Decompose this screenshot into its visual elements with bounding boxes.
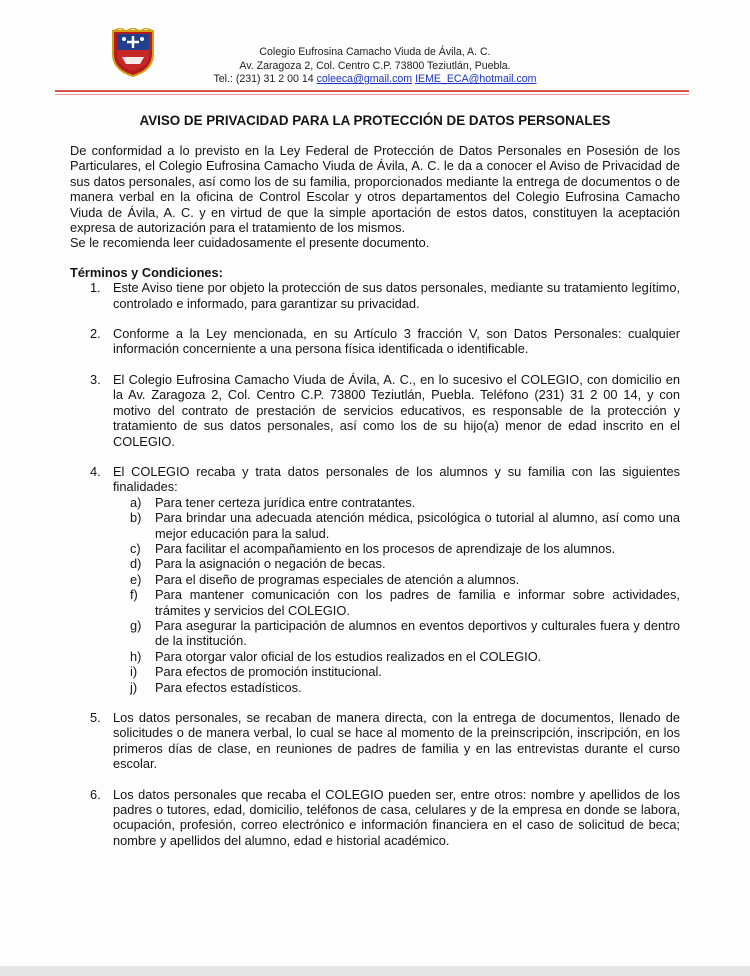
document-body bbox=[70, 143, 680, 863]
intro-recommendation: Se le recomienda leer cuidadosamente el presente documento. bbox=[70, 235, 430, 251]
purpose-item bbox=[113, 572, 680, 587]
term-number: 3. bbox=[90, 371, 101, 387]
purpose-item bbox=[113, 556, 680, 571]
school-address: Av. Zaragoza 2, Col. Centro C.P. 73800 Teziutlán, Puebla. bbox=[239, 59, 511, 72]
header-divider-secondary bbox=[55, 94, 689, 95]
purpose-text: Para tener certeza jurídica entre contratantes. bbox=[155, 494, 416, 510]
purpose-item bbox=[113, 541, 680, 556]
purpose-text: Para brindar una adecuada atención médica, psicológica o tutorial al alumno, así como una mejor educación para la salud. bbox=[155, 510, 680, 541]
term-number: 5. bbox=[90, 710, 101, 725]
purpose-item bbox=[113, 587, 680, 618]
purpose-letter: h) bbox=[130, 648, 142, 664]
term-item bbox=[70, 280, 680, 311]
purpose-text: Para el diseño de programas especiales de atención a alumnos. bbox=[155, 571, 520, 587]
term-number: 4. bbox=[90, 463, 101, 479]
purpose-text: Para efectos de promoción institucional. bbox=[155, 664, 382, 680]
term-text: Los datos personales, se recaban de manera directa, con la entrega de documentos, llenado de solicitudes o de manera verbal, lo cual se hace al momento de la preinscripción, inscripción, en los primeros días de clase, en reuniones de padres de familia y en las entrevistas durante el curso escolar. bbox=[113, 710, 680, 772]
purpose-letter: f) bbox=[130, 587, 138, 603]
purpose-text: Para efectos estadísticos. bbox=[155, 679, 302, 695]
term-number: 2. bbox=[90, 326, 101, 342]
purpose-item bbox=[113, 510, 680, 541]
purpose-letter: j) bbox=[130, 679, 138, 695]
term-item bbox=[70, 710, 680, 772]
purpose-letter: a) bbox=[130, 494, 142, 510]
intro-paragraph: De conformidad a lo previsto en la Ley Federal de Protección de Datos Personales en Posesión de los Particulares, el Colegio Eufrosina Camacho Viuda de Ávila, A. C. le da a conocer el Aviso de Privacidad de sus datos personales, así como los de su familia, proporcionados mediante la entrega de documentos o de manera verbal en la oficina de Control Escolar y otros departamentos del Colegio Eufrosina Camacho Viuda de Ávila, A. C. y en virtud de que la simple aportación de estos datos, constituyen la aceptación expresa de autorización para el tratamiento de los mismos. bbox=[70, 143, 680, 236]
email-link-ieme[interactable]: IEME_ECA@hotmail.com bbox=[415, 73, 537, 85]
term-text: El COLEGIO recaba y trata datos personales de los alumnos y su familia con las siguientes finalidades: bbox=[113, 463, 680, 495]
term-item bbox=[70, 787, 680, 849]
purpose-text: Para mantener comunicación con los padres de familia e informar sobre actividades, trámites y servicios del COLEGIO. bbox=[155, 587, 680, 618]
term-text: El Colegio Eufrosina Camacho Viuda de Ávila, A. C., en lo sucesivo el COLEGIO, con domicilio en la Av. Zaragoza 2, Col. Centro C.P. 73800 Teziutlán, Puebla. Teléfono (231) 31 2 00 14, y con motivo del contrato de prestación de servicios educativos, es responsable de la protección y tratamiento de sus datos personales, así como los de su hijo(a) menor de edad inscrito en el COLEGIO. bbox=[113, 371, 680, 449]
purpose-item bbox=[113, 680, 680, 695]
phone-number: Tel.: (231) 31 2 00 14 bbox=[213, 73, 314, 85]
contact-line bbox=[180, 73, 570, 87]
purpose-letter: e) bbox=[130, 571, 142, 587]
terms-list bbox=[70, 280, 680, 848]
purpose-letter: d) bbox=[130, 556, 142, 572]
header-divider bbox=[55, 90, 689, 92]
purpose-letter: g) bbox=[130, 617, 142, 633]
purpose-text: Para asegurar la participación de alumnos en eventos deportivos y culturales fuera y dentro de la institución. bbox=[155, 617, 680, 649]
term-item bbox=[70, 326, 680, 357]
term-number: 1. bbox=[90, 280, 101, 296]
terms-heading: Términos y Condiciones: bbox=[70, 264, 223, 280]
purpose-text: Para la asignación o negación de becas. bbox=[155, 556, 386, 572]
page-bottom-edge bbox=[0, 966, 750, 976]
email-link-coleeca[interactable]: coleeca@gmail.com bbox=[316, 73, 413, 85]
purpose-letter: i) bbox=[130, 664, 138, 680]
purposes-list bbox=[113, 495, 680, 695]
term-text: Este Aviso tiene por objeto la protección de sus datos personales, mediante su tratamiento legítimo, controlado e informado, para garantizar su privacidad. bbox=[113, 280, 680, 311]
term-text: Conforme a la Ley mencionada, en su Artículo 3 fracción V, son Datos Personales: cualquier información concerniente a una persona física identificada o identificable. bbox=[113, 326, 680, 357]
school-name: Colegio Eufrosina Camacho Viuda de Ávila, A. C. bbox=[259, 46, 491, 58]
purpose-item bbox=[113, 664, 680, 679]
purpose-letter: c) bbox=[130, 540, 141, 556]
document-title: AVISO DE PRIVACIDAD PARA LA PROTECCIÓN DE DATOS PERSONALES bbox=[139, 113, 611, 128]
term-item bbox=[70, 372, 680, 449]
purpose-item bbox=[113, 649, 680, 664]
purpose-item bbox=[113, 618, 680, 649]
intro-section bbox=[70, 143, 680, 251]
purpose-text: Para facilitar el acompañamiento en los procesos de aprendizaje de los alumnos. bbox=[155, 540, 616, 556]
purpose-item bbox=[113, 495, 680, 510]
purpose-text: Para otorgar valor oficial de los estudios realizados en el COLEGIO. bbox=[155, 648, 542, 664]
purpose-letter: b) bbox=[130, 510, 142, 526]
letterhead bbox=[180, 46, 570, 87]
school-crest-icon bbox=[110, 28, 156, 78]
term-item bbox=[70, 464, 680, 695]
term-number: 6. bbox=[90, 786, 101, 802]
term-text: Los datos personales que recaba el COLEGIO pueden ser, entre otros: nombre y apellidos de los padres o tutores, edad, domicilio, teléfonos de casa, celulares y de la empresa en donde se labora, ocupación, profesión, correo electrónico e información financiera en el caso de solicitud de beca; nombre y apellidos del alumno, edad e historial académico. bbox=[113, 786, 680, 848]
